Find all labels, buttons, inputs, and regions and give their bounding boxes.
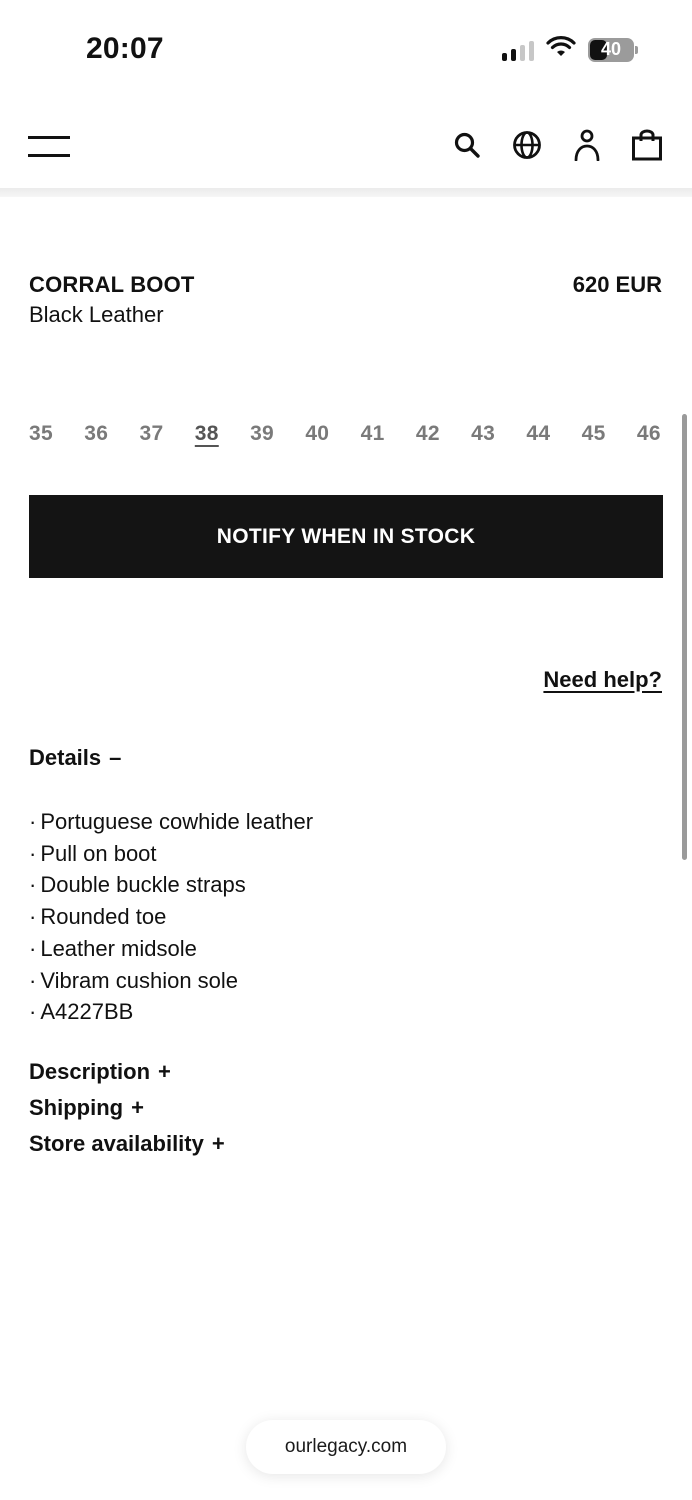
account-icon[interactable] [570,128,604,162]
plus-icon: + [131,1095,144,1120]
search-icon[interactable] [450,128,484,162]
product-price: 620 EUR [572,272,662,297]
details-list [29,806,313,1028]
size-option[interactable]: 40 [305,422,330,445]
size-option[interactable]: 39 [250,422,275,445]
store-availability-title: Store availability [29,1131,204,1156]
product-variant: Black Leather [29,302,164,327]
need-help-link[interactable]: Need help? [543,667,662,692]
size-option[interactable]: 45 [581,422,606,445]
scrollbar[interactable] [682,414,687,860]
wifi-icon [546,36,576,63]
details-item: · A4227BB [29,996,313,1028]
store-availability-toggle[interactable] [29,1131,225,1157]
size-option[interactable]: 38 [194,422,219,445]
details-item: · Leather midsole [29,933,313,965]
size-option[interactable]: 46 [636,422,661,445]
description-title: Description [29,1059,151,1084]
shipping-title: Shipping [29,1095,124,1120]
size-option[interactable]: 42 [415,422,440,445]
details-item: · Pull on boot [29,838,313,870]
signal-icon [502,39,534,61]
details-item: · Rounded toe [29,901,313,933]
battery-icon [588,38,634,62]
shipping-toggle[interactable] [29,1095,144,1121]
bag-icon[interactable] [630,128,664,162]
browser-url-bar[interactable]: ourlegacy.com [246,1420,446,1474]
size-option[interactable]: 44 [526,422,551,445]
plus-icon: + [158,1059,171,1084]
status-time: 20:07 [86,32,164,65]
details-title: Details [29,745,102,770]
size-option[interactable]: 41 [360,422,385,445]
size-selector [29,422,661,446]
menu-icon[interactable] [28,134,72,160]
nav-icons [450,128,664,162]
size-option[interactable]: 35 [29,422,53,445]
size-option[interactable]: 43 [471,422,496,445]
size-option[interactable]: 37 [139,422,164,445]
top-nav [0,110,692,188]
globe-icon[interactable] [510,128,544,162]
minus-icon: – [109,745,122,770]
product-name: CORRAL BOOT [29,272,195,297]
size-option[interactable]: 36 [84,422,109,445]
nav-divider [0,188,692,197]
details-item: · Double buckle straps [29,869,313,901]
details-toggle[interactable] [29,745,121,771]
details-item: · Vibram cushion sole [29,965,313,997]
status-icons [502,36,634,63]
battery-level: 40 [600,39,622,59]
plus-icon: + [211,1131,225,1156]
description-toggle[interactable] [29,1059,171,1085]
details-item: · Portuguese cowhide leather [29,806,313,838]
notify-when-in-stock-button[interactable]: NOTIFY WHEN IN STOCK [29,495,663,578]
